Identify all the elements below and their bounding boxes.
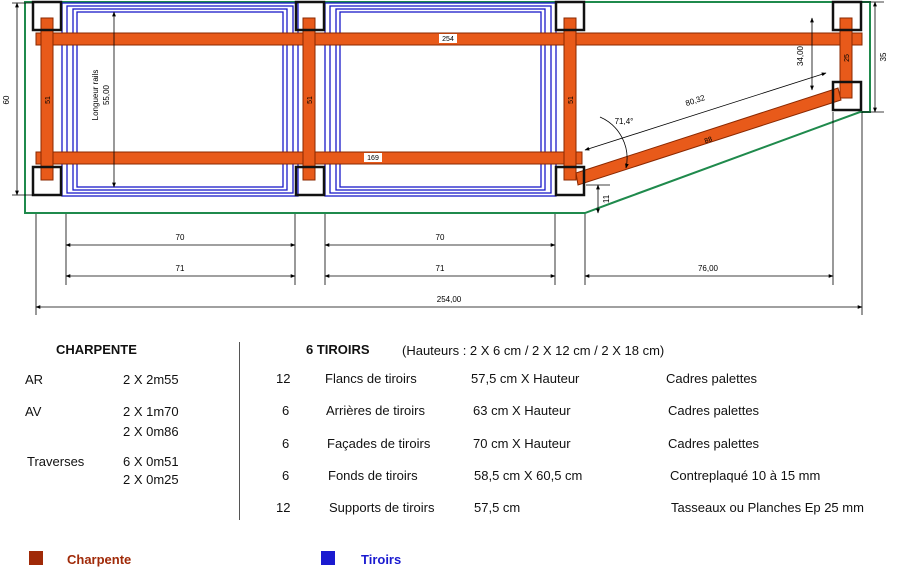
charpente-qty-av-1: 2 X 1m70 [123,404,179,419]
dim-254-top: 254 [442,36,454,43]
tiroir-material: Cadres palettes [666,371,758,386]
dim-35: 35 [879,52,888,62]
dim-51-a: 51 [45,96,52,104]
legend-label-charpente: Charpente [67,552,132,567]
dim-25: 25 [844,54,851,62]
tiroir-name: Flancs de tiroirs [325,371,417,386]
tiroir-size: 58,5 cm X 60,5 cm [474,468,583,483]
tiroir-material: Cadres palettes [668,403,760,418]
frame-posts [33,2,861,195]
tiroir-qty: 6 [282,436,290,451]
dim-51-c: 51 [568,96,575,104]
charpente-qty-traverses-1: 6 X 0m51 [123,454,179,469]
tiroirs-title: 6 TIROIRS [306,342,370,357]
dim-169: 169 [367,155,379,162]
dim-71-b: 71 [435,264,445,273]
legend-label-tiroirs: Tiroirs [361,552,402,567]
charpente-label-ar: AR [25,372,44,387]
dim-88: 88 [703,136,714,146]
tiroir-qty: 12 [276,500,291,515]
legend-swatch-tiroirs [321,551,335,565]
legend-swatch-charpente [29,551,43,565]
tiroir-name: Fonds de tiroirs [328,468,418,483]
dim-254-total: 254,00 [436,295,462,304]
table-divider [239,342,240,520]
dim-rails-label: Longueur rails [91,69,100,121]
charpente-title: CHARPENTE [56,342,137,357]
dim-70-b: 70 [435,233,445,242]
tiroir-size: 57,5 cm X Hauteur [471,371,580,386]
tiroir-size: 57,5 cm [474,500,521,515]
tiroir-name: Arrières de tiroirs [326,403,425,418]
tiroir-name: Supports de tiroirs [329,500,435,515]
tiroir-material: Cadres palettes [668,436,760,451]
charpente-qty-ar: 2 X 2m55 [123,372,179,387]
tiroir-size: 70 cm X Hauteur [473,436,571,451]
dim-rails-value: 55,00 [102,84,111,106]
tiroir-size: 63 cm X Hauteur [473,403,571,418]
dim-70-a: 70 [175,233,185,242]
tiroir-qty: 6 [282,468,290,483]
charpente-label-av: AV [25,404,42,419]
dim-76: 76,00 [697,264,719,273]
charpente-qty-av-2: 2 X 0m86 [123,424,179,439]
dim-angle: 71,4° [614,117,634,126]
tiroir-name: Façades de tiroirs [327,436,431,451]
charpente-label-traverses: Traverses [27,454,85,469]
tiroir-qty: 6 [282,403,290,418]
tiroir-material: Contreplaqué 10 à 15 mm [670,468,821,483]
dim-71-a: 71 [175,264,185,273]
tiroir-material: Tasseaux ou Planches Ep 25 mm [671,500,864,515]
dim-11: 11 [602,194,611,204]
dim-60: 60 [2,95,11,105]
drawer-right [325,3,556,196]
tiroirs-subtitle: (Hauteurs : 2 X 6 cm / 2 X 12 cm / 2 X 18 cm) [402,343,665,358]
dim-34: 34,00 [796,45,805,67]
tiroir-qty: 12 [276,371,291,386]
charpente-qty-traverses-2: 2 X 0m25 [123,472,179,487]
dim-51-b: 51 [307,96,314,104]
dim-80-32: 80,32 [684,93,707,108]
